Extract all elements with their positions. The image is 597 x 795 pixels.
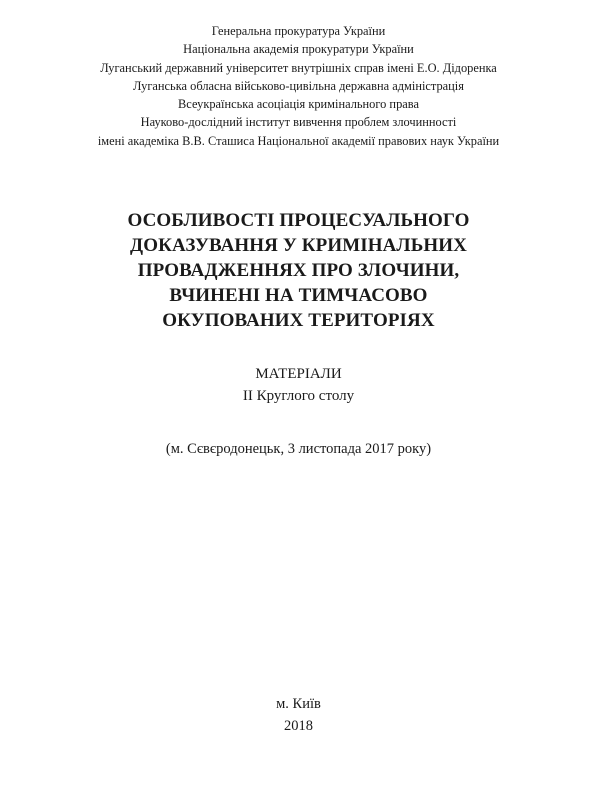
organization-line: імені академіка В.В. Сташиса Національної академії правових наук України <box>97 133 500 148</box>
title-line: ОСОБЛИВОСТІ ПРОЦЕСУАЛЬНОГО <box>127 210 470 231</box>
imprint-city: м. Київ <box>276 696 321 712</box>
organization-line: Національна академія прокуратури України <box>183 42 414 57</box>
imprint-block <box>0 693 597 737</box>
title-line: ВЧИНЕНІ НА ТИМЧАСОВО <box>169 285 428 306</box>
imprint-year: 2018 <box>284 718 313 734</box>
title-line: ДОКАЗУВАННЯ У КРИМІНАЛЬНИХ <box>130 235 467 256</box>
organization-line: Всеукраїнська асоціація кримінального права <box>178 97 419 112</box>
place-date: (м. Сєвєродонецьк, 3 листопада 2017 року) <box>165 441 432 457</box>
organizations-list <box>0 22 597 150</box>
materials-block <box>0 363 597 407</box>
title-line: ОКУПОВАНИХ ТЕРИТОРІЯХ <box>162 310 435 331</box>
organization-line: Генеральна прокуратура України <box>211 24 386 38</box>
organization-line: Луганський державний університет внутрішніх справ імені Е.О. Дідоренка <box>100 60 497 75</box>
document-title <box>0 208 597 333</box>
organization-line: Науково-дослідний інститут вивчення проблем злочинності <box>140 115 457 130</box>
materials-label: МАТЕРІАЛИ <box>255 366 342 382</box>
organization-line: Луганська обласна військово-цивільна державна адміністрація <box>133 78 464 93</box>
title-line: ПРОВАДЖЕННЯХ ПРО ЗЛОЧИНИ, <box>137 260 460 281</box>
event-name: ІІ Круглого столу <box>242 388 355 404</box>
